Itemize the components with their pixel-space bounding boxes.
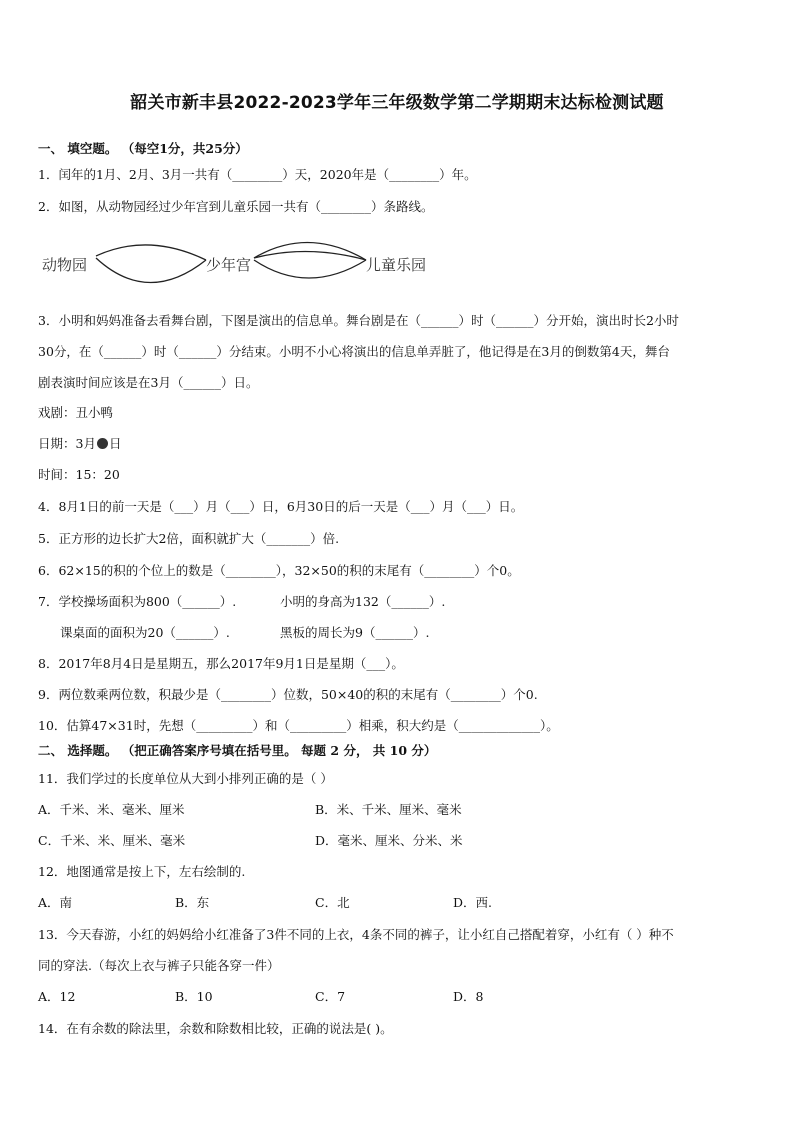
info-date — [38, 436, 121, 452]
question-11-stem: 11．我们学过的长度单位从大到小排列正确的是（ ） — [38, 771, 333, 786]
question-7-line-1a: 7．学校操场面积为800（______）. — [38, 594, 237, 609]
question-12-option-c: C．北 — [315, 895, 350, 910]
question-5: 5．正方形的边长扩大2倍，面积就扩大（_______）倍. — [38, 531, 340, 546]
section-1-heading: 一、 填空题。 （每空1分，共25分） — [38, 141, 248, 156]
question-4: 4．8月1日的前一天是（___）月（___）日，6月30日的后一天是（___）月（___）日。 — [38, 499, 524, 514]
question-12-option-d: D．西. — [453, 895, 492, 910]
question-10: 10．估算47×31时，先想（_________）和（_________）相乘，积大约是（_____________）。 — [38, 718, 559, 733]
zoo-label: 动物园 — [42, 256, 88, 274]
question-7-line-1b: 小明的身高为132（______）. — [280, 594, 446, 609]
info-time: 时间：15：20 — [38, 467, 120, 482]
page-title: 韶关市新丰县2022-2023学年三年级数学第二学期期末达标检测试题 — [130, 93, 664, 113]
question-13-line-2: 同的穿法.（每次上衣与裤子只能各穿一件） — [38, 958, 280, 973]
childrens-park-label: 儿童乐园 — [366, 256, 427, 274]
question-1: 1．闰年的1月、2月、3月一共有（________）天，2020年是（________）年。 — [38, 167, 477, 182]
question-7-line-2b: 黑板的周长为9（______）. — [280, 625, 430, 640]
question-7-line-2a: 课桌面的面积为20（______）. — [60, 625, 230, 640]
question-11-option-a: A．千米、米、毫米、厘米 — [38, 802, 185, 817]
section-2-heading: 二、 选择题。 （把正确答案序号填在括号里。 每题 2 分， 共 10 分） — [38, 743, 437, 758]
question-3-line-2: 30分，在（______）时（______）分结束。小明不小心将演出的信息单弄脏了，他记得是在3月的倒数第4天，舞台 — [38, 344, 670, 359]
question-14-stem: 14．在有余数的除法里，余数和除数相比较，正确的说法是( )。 — [38, 1021, 393, 1036]
question-9: 9．两位数乘两位数，积最少是（________）位数，50×40的积的末尾有（________）个0. — [38, 687, 538, 702]
info-date-prefix: 日期：3月 — [38, 436, 96, 451]
question-13-option-a: A．12 — [38, 989, 76, 1004]
question-8: 8．2017年8月4日是星期五，那么2017年9月1日是星期（___）。 — [38, 656, 404, 671]
question-2: 2．如图，从动物园经过少年宫到儿童乐园一共有（________）条路线。 — [38, 199, 434, 214]
smudge-icon — [97, 438, 108, 449]
question-3-line-1: 3．小明和妈妈准备去看舞台剧，下图是演出的信息单。舞台剧是在（______）时（______）分开始，演出时长2小时 — [38, 313, 679, 328]
question-11-option-d: D．毫米、厘米、分米、米 — [315, 833, 463, 848]
info-date-suffix: 日 — [108, 436, 122, 451]
question-11-option-b: B．米、千米、厘米、毫米 — [315, 802, 462, 817]
question-13-option-c: C．7 — [315, 989, 346, 1004]
question-12-option-a: A．南 — [38, 895, 73, 910]
question-3-line-3: 剧表演时间应该是在3月（______）日。 — [38, 375, 259, 390]
question-13-option-b: B．10 — [175, 989, 213, 1004]
question-13-option-d: D．8 — [453, 989, 484, 1004]
youth-palace-label: 少年宫 — [206, 256, 252, 274]
question-13-line-1: 13．今天春游，小红的妈妈给小红准备了3件不同的上衣，4条不同的裤子，让小红自己搭配着穿，小红有（ ）种不 — [38, 927, 674, 942]
question-12-stem: 12．地图通常是按上下，左右绘制的. — [38, 864, 246, 879]
question-6: 6．62×15的积的个位上的数是（________），32×50的积的末尾有（________）个0。 — [38, 563, 520, 578]
route-diagram — [38, 236, 458, 292]
question-11-option-c: C．千米、米、厘米、毫米 — [38, 833, 186, 848]
info-play: 戏剧：丑小鸭 — [38, 405, 114, 420]
question-12-option-b: B．东 — [175, 895, 210, 910]
